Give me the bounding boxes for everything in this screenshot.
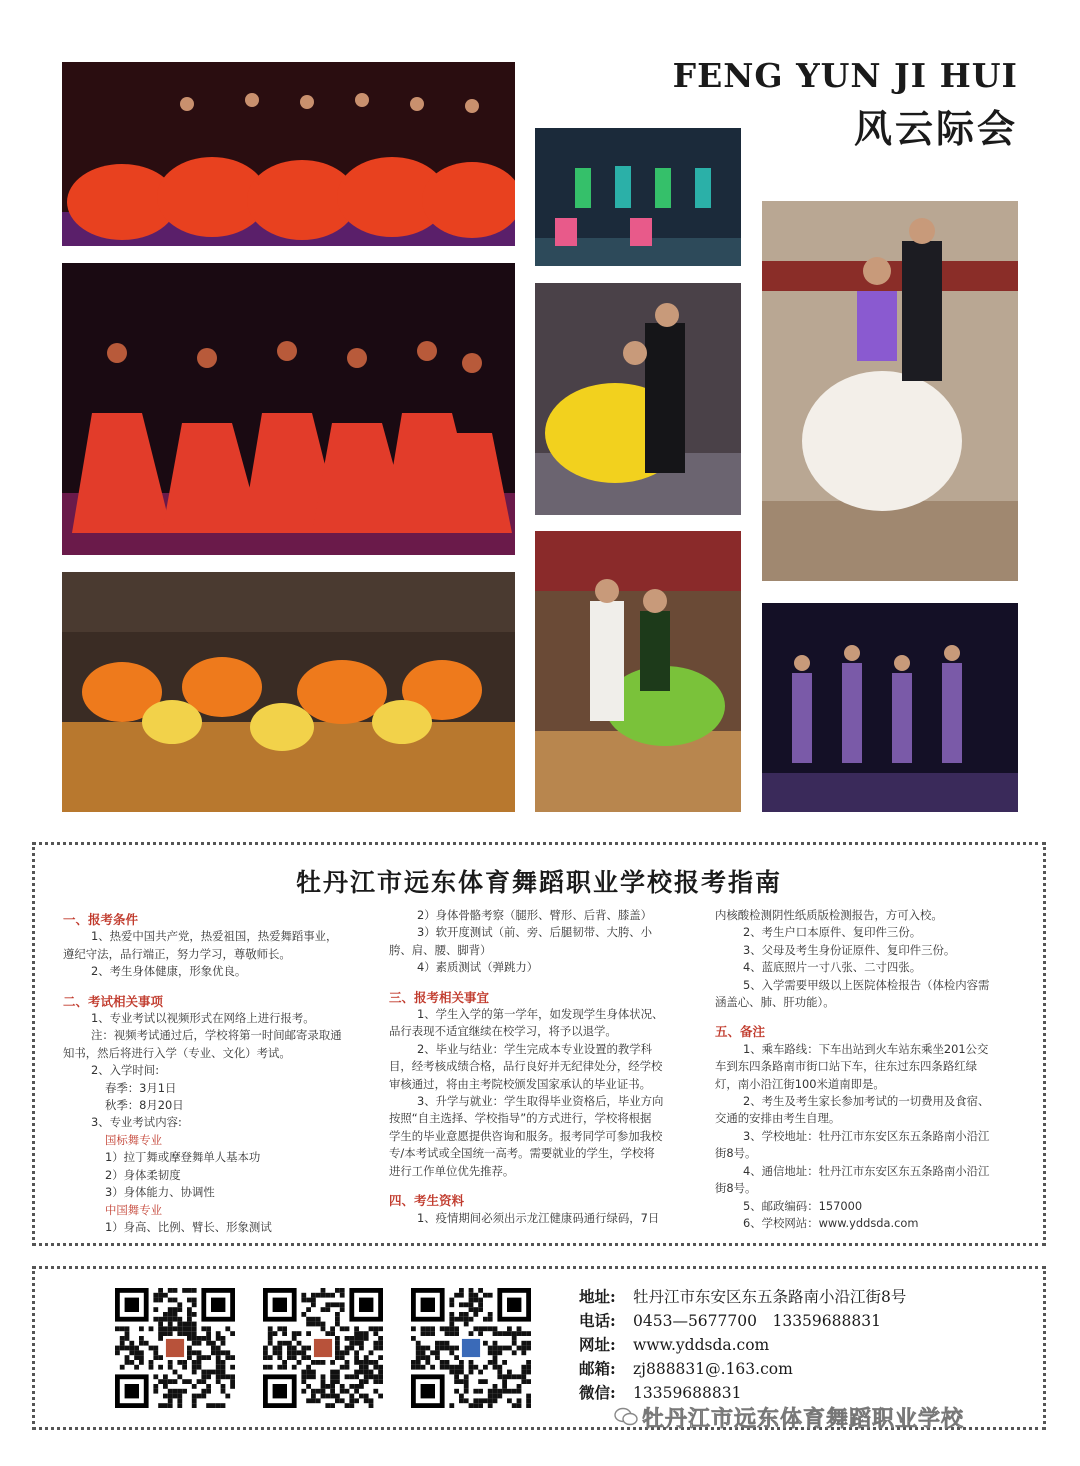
address-label: 地址: [579, 1287, 616, 1306]
brand-title-cn: 风云际会 [853, 106, 1018, 151]
guide-line: 交通的安排由考生自理。 [715, 1111, 841, 1126]
contact-web [579, 1333, 906, 1357]
guide-line: 2、考生身体健康，形象优良。 [91, 964, 247, 979]
spacer [389, 1180, 711, 1188]
guide-line: 2、考生及考生家长参加考试的一切费用及食宿、 [743, 1094, 990, 1109]
guide-line: 2、毕业与结业：学生完成本专业设置的教学科 [417, 1041, 653, 1056]
photo-travel-dancers-suitcases [535, 128, 741, 266]
guide-line: 1）拉丁舞或摩登舞单人基本功 [105, 1150, 261, 1165]
guide-line: 3、学校地址：牡丹江市东安区东五条路南小沿江 [743, 1128, 990, 1143]
guide-line: 1、专业考试以视频形式在网络上进行报考。 [91, 1011, 315, 1026]
guide-column-3 [715, 907, 1027, 1232]
qr-code-2[interactable] [263, 1287, 383, 1409]
wechat-value: 13359688831 [633, 1384, 742, 1402]
guide-line: 按照“自主选择、学校指导”的方式进行，学校将根据 [389, 1111, 652, 1126]
guide-line: 4、通信地址：牡丹江市东安区东五条路南小沿江 [743, 1163, 990, 1178]
guide-line: 5、入学需要甲级以上医院体检报告（体检内容需 [743, 977, 990, 992]
contact-address [579, 1285, 906, 1309]
guide-title: 牡丹江市远东体育舞蹈职业学校报考指南 [295, 868, 782, 897]
guide-line: 2、入学时间: [91, 1063, 160, 1078]
spacer [389, 977, 711, 985]
guide-line: 学生的毕业意愿提供咨询和服务。报考同学可参加我校 [389, 1128, 663, 1143]
guide-line: 3）身体能力、协调性 [105, 1185, 215, 1200]
web-link[interactable]: www.yddsda.com [633, 1336, 770, 1354]
qr-code-3[interactable] [411, 1287, 531, 1409]
wechat-icon [614, 1407, 638, 1427]
contact-phone [579, 1309, 906, 1333]
guide-line: 4、蓝底照片一寸八张、二寸四张。 [743, 960, 922, 975]
guide-line: 1、乘车路线：下车出站到火车站东乘坐201公交 [743, 1041, 989, 1056]
guide-line: 中国舞专业 [105, 1202, 162, 1217]
guide-line: 春季：3月1日 [105, 1080, 177, 1095]
contact-list [579, 1285, 906, 1405]
web-label: 网址: [579, 1335, 616, 1354]
section-heading: 三、报考相关事宜 [389, 989, 490, 1005]
guide-line: 品行表现不适宜继续在校学习，将予以退学。 [389, 1024, 617, 1039]
guide-line: 专/本考试或全国统一高考。需要就业的学生，学校将 [389, 1146, 655, 1161]
email-label: 邮箱: [579, 1359, 616, 1378]
photo-stage-red-dancers-group [62, 263, 515, 555]
section-heading: 四、考生资料 [389, 1193, 465, 1209]
guide-line: 胯、肩、腰、脚背） [389, 942, 492, 957]
guide-line: 审核通过，将由主考院校颁发国家承认的毕业证书。 [389, 1076, 651, 1091]
section-heading: 一、报考条件 [63, 912, 139, 927]
phone-label: 电话: [579, 1311, 616, 1330]
photo-ballroom-couple-white-dress [762, 201, 1018, 581]
photo-stage-purple-dancers [762, 603, 1018, 812]
section-heading: 二、考试相关事项 [63, 993, 164, 1009]
photo-latin-couple-green-dress [535, 531, 741, 812]
guide-line: 遵纪守法，品行端正，努力学习，尊敬师长。 [63, 946, 291, 961]
guide-line: 3、父母及考生身份证原件、复印件三份。 [743, 942, 956, 957]
guide-line: 涵盖心、肺、肝功能）。 [715, 995, 835, 1010]
phone-value: 0453—5677700 13359688831 [633, 1312, 881, 1330]
guide-line: 目，经考核成绩合格，品行良好并无纪律处分，经学校 [389, 1059, 663, 1074]
guide-line: 5、邮政编码：157000 [743, 1198, 863, 1213]
section-heading: 五、备注 [715, 1024, 766, 1040]
guide-line: 4）素质测试（弹跳力） [417, 960, 539, 975]
photo-stage-red-skirts-line [62, 62, 515, 246]
guide-line: 3、升学与就业：学生取得毕业资格后，毕业方向 [417, 1094, 664, 1109]
guide-line: 注：视频考试通过后，学校将第一时间邮寄录取通 [91, 1028, 342, 1043]
guide-line: 3）软开度测试（前、旁、后腿韧带、大胯、小 [417, 925, 653, 940]
guide-line: 秋季：8月20日 [105, 1098, 184, 1113]
guide-line: 2）身体柔韧度 [105, 1167, 181, 1182]
photo-ballroom-couple-yellow-dress [535, 283, 741, 515]
guide-line: 国标舞专业 [105, 1132, 162, 1147]
spacer [63, 981, 379, 989]
guide-column-1 [63, 907, 379, 1236]
spacer [715, 1011, 1027, 1019]
guide-line: 内核酸检测阴性纸质版检测报告，方可入校。 [715, 908, 943, 922]
guide-line: 知书，然后将进行入学（专业、文化）考试。 [63, 1045, 291, 1060]
qr-code-1[interactable] [115, 1287, 235, 1409]
guide-line: 1）身高、比例、臂长、形象测试 [105, 1219, 272, 1234]
guide-line: 进行工作单位优先推荐。 [389, 1163, 515, 1178]
guide-line: 2、考生户口本原件、复印件三份。 [743, 925, 922, 940]
admission-guide [32, 842, 1046, 1246]
guide-line: 2）身体骨骼考察（腿形、臂形、后背、膝盖） [417, 908, 653, 922]
guide-line: 街8号。 [715, 1181, 757, 1196]
contact-email [579, 1357, 906, 1381]
address-value: 牡丹江市东安区东五条路南小沿江街8号 [633, 1288, 907, 1306]
guide-line: 街8号。 [715, 1146, 757, 1161]
guide-line: 1、学生入学的第一学年，如发现学生身体状况、 [417, 1007, 664, 1022]
guide-column-2 [389, 907, 711, 1227]
guide-line: 3、专业考试内容: [91, 1115, 182, 1130]
wechat-label: 微信: [579, 1383, 616, 1402]
guide-line: 车到东四条路南市街口站下车，往东过东四条路红绿 [715, 1059, 977, 1074]
watermark-text: 牡丹江市远东体育舞蹈职业学校 [642, 1407, 965, 1432]
photo-gym-ballroom-mass-dance [62, 572, 515, 812]
guide-line: 1、热爱中国共产党，热爱祖国，热爱舞蹈事业， [91, 929, 338, 944]
guide-line: 6、学校网站：www.yddsda.com [743, 1215, 919, 1230]
email-link[interactable]: zj888831@.163.com [633, 1360, 793, 1378]
brand-title-en: FENG YUN JI HUI [672, 56, 1018, 95]
guide-line: 1、疫情期间必须出示龙江健康码通行绿码，7日 [417, 1210, 660, 1225]
guide-line: 灯，南小沿江街100米道南即是。 [715, 1076, 885, 1091]
